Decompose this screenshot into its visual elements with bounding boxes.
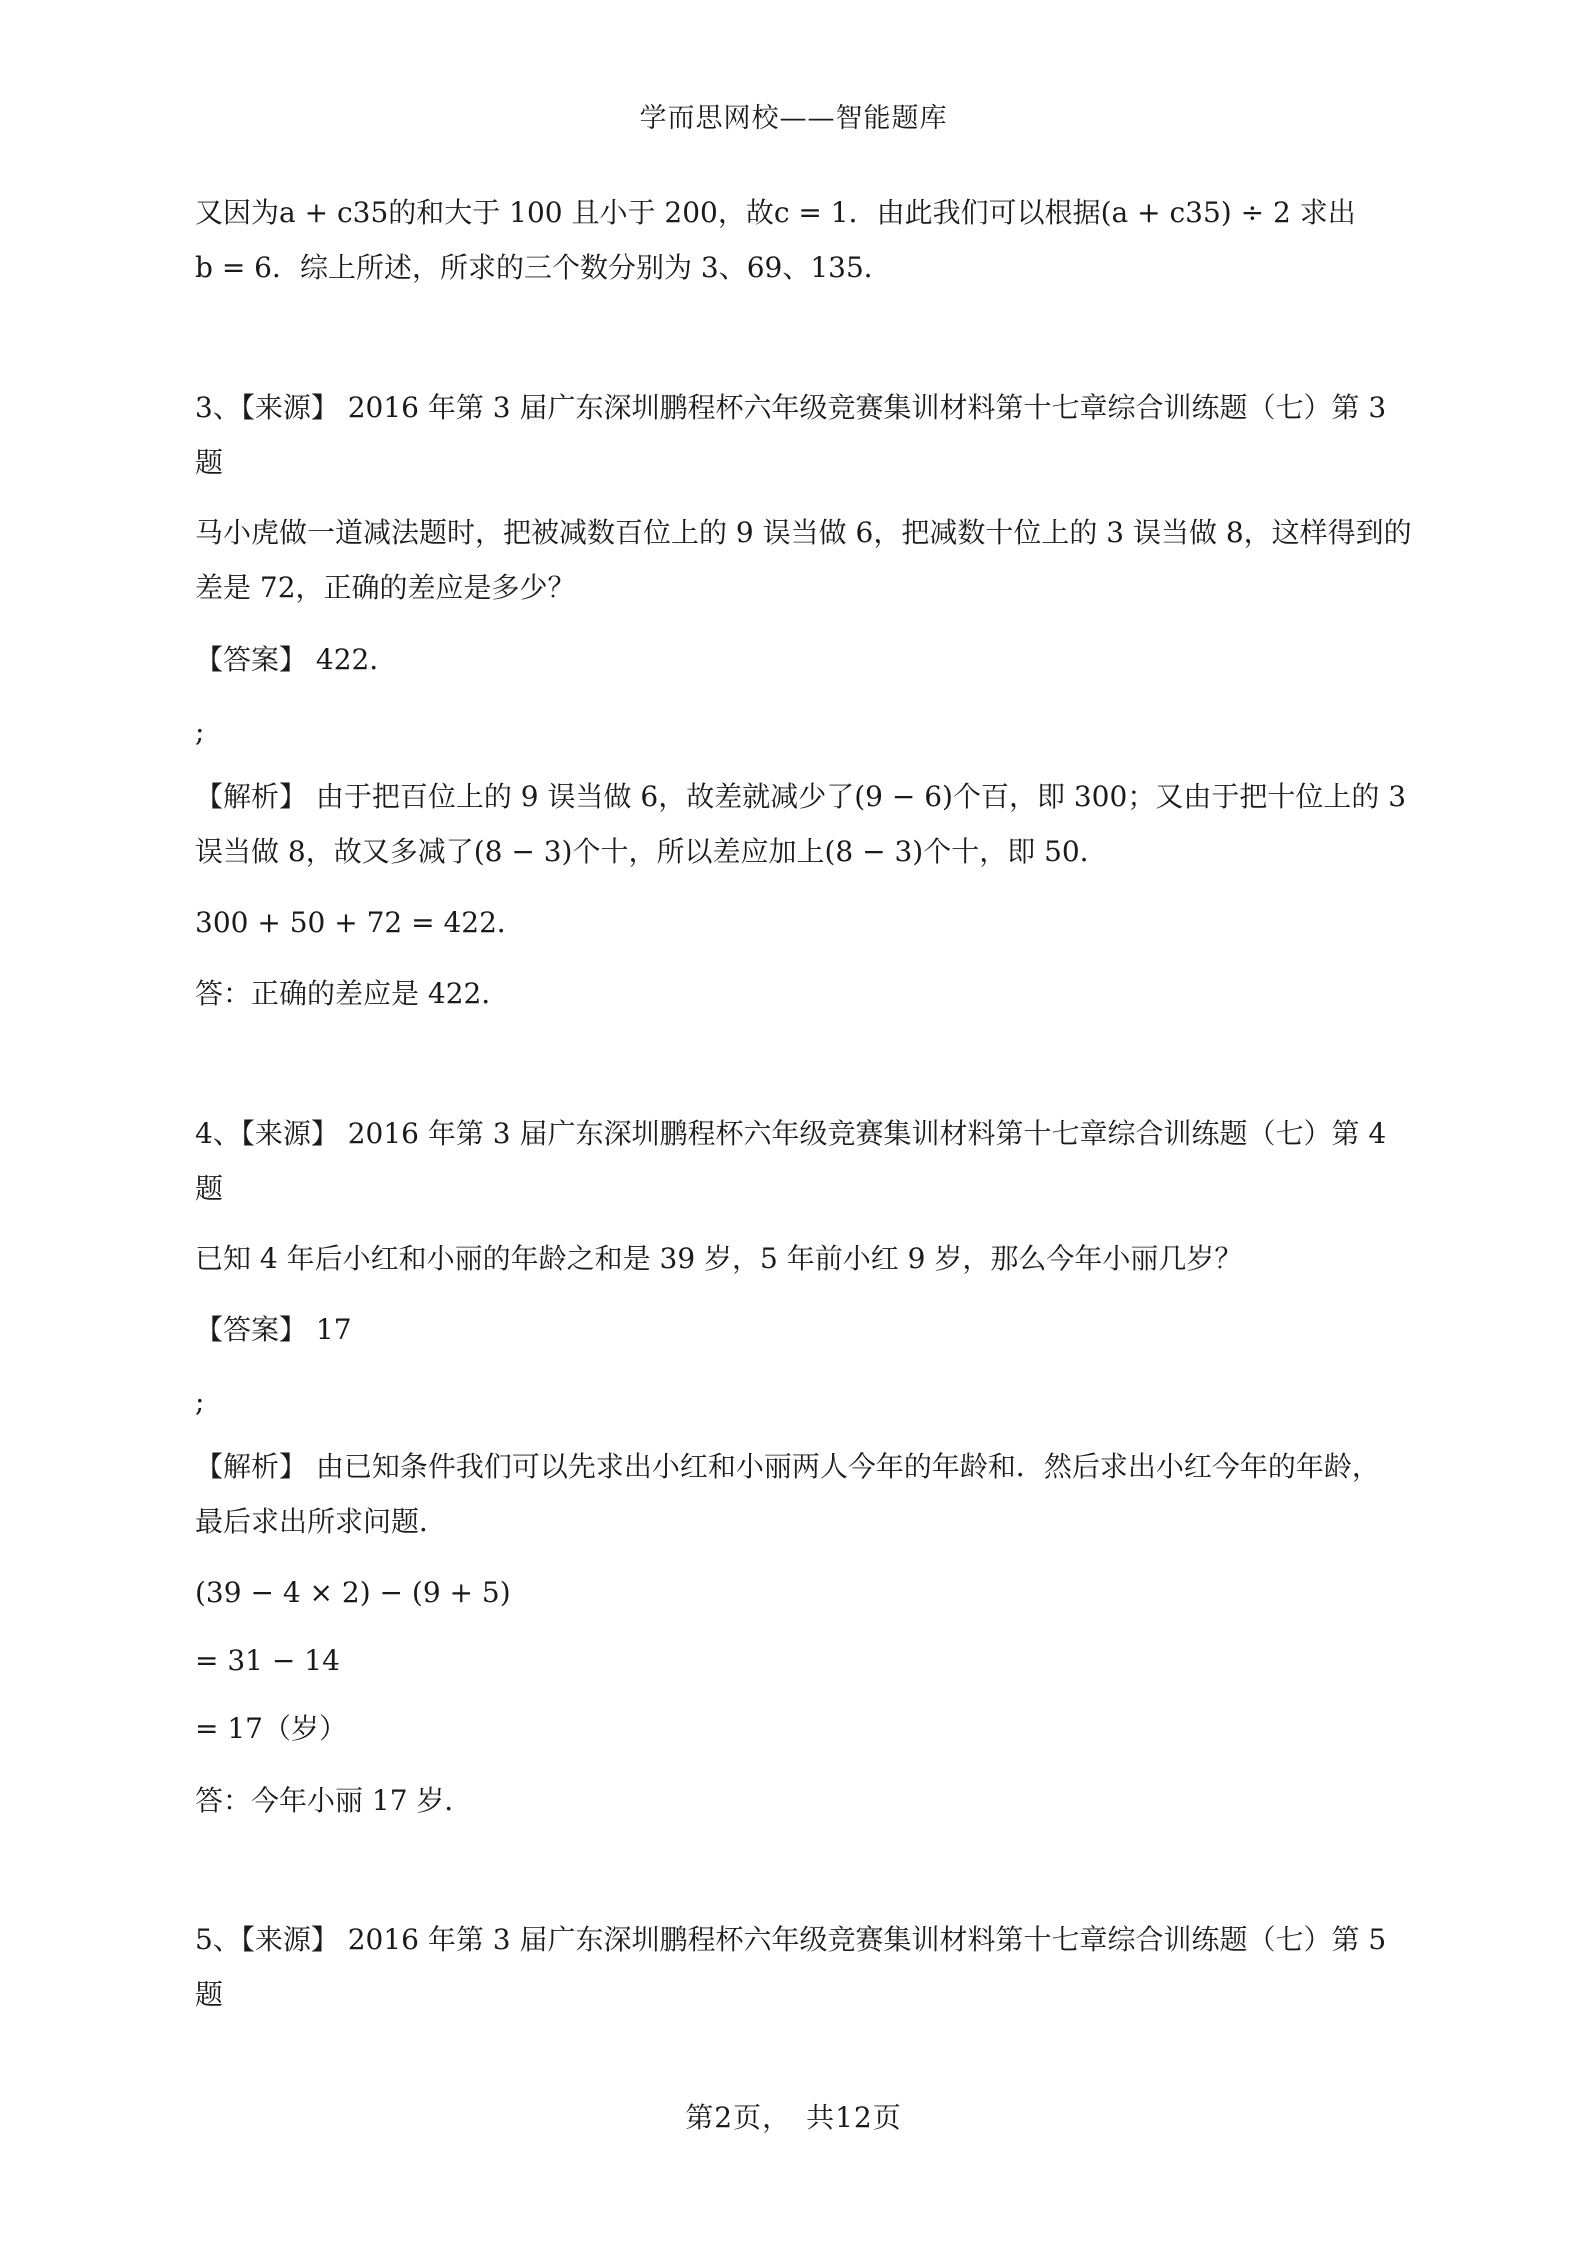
intro-line-1: 又因为a + c35的和大于 100 且小于 200，故c = 1．由此我们可以根据(a + c35) ÷ 2 求出 — [195, 196, 1356, 229]
q3-analysis-line-2: 误当做 8，故又多减了(8 − 3)个十，所以差应加上(8 − 3)个十，即 50． — [195, 835, 1108, 868]
q4-question-line-1: 已知 4 年后小红和小丽的年龄之和是 39 岁，5 年前小红 9 岁，那么今年小丽几岁？ — [195, 1242, 1243, 1275]
q4-analysis-line-1: 【解析】 由已知条件我们可以先求出小红和小丽两人今年的年龄和．然后求出小红今年的年龄， — [195, 1450, 1380, 1483]
q4-calc-line-1: (39 − 4 × 2) − (9 + 5) — [195, 1576, 511, 1609]
q4-analysis-line-2: 最后求出所求问题． — [195, 1505, 448, 1538]
q3-answer: 【答案】 422． — [195, 643, 398, 676]
q5-source-line-1: 5、【来源】 2016 年第 3 届广东深圳鹏程杯六年级竞赛集训材料第十七章综合训练题（七）第 5 — [195, 1923, 1387, 1956]
q3-conclusion: 答：正确的差应是 422． — [195, 977, 510, 1010]
q5-source-line-2: 题 — [195, 1978, 224, 2011]
q3-calc-line-1: 300 + 50 + 72 = 422． — [195, 906, 525, 939]
q4-answer: 【答案】 17 — [195, 1313, 352, 1346]
q3-source-line-2: 题 — [195, 446, 224, 479]
q4-calc-line-3: = 17（岁） — [195, 1712, 347, 1745]
q3-source-line-1: 3、【来源】 2016 年第 3 届广东深圳鹏程杯六年级竞赛集训材料第十七章综合训练题（七）第 3 — [195, 391, 1387, 424]
page-footer: 第2页， 共12页 — [685, 2101, 902, 2134]
q3-separator: ; — [195, 715, 205, 748]
q4-source-line-1: 4、【来源】 2016 年第 3 届广东深圳鹏程杯六年级竞赛集训材料第十七章综合训练题（七）第 4 — [195, 1117, 1387, 1150]
q4-source-line-2: 题 — [195, 1172, 224, 1205]
q4-calc-line-2: = 31 − 14 — [195, 1644, 340, 1677]
q3-question-line-1: 马小虎做一道减法题时，把被减数百位上的 9 误当做 6，把减数十位上的 3 误当做 8，这样得到的 — [195, 516, 1412, 549]
page-header: 学而思网校——智能题库 — [639, 103, 948, 134]
q4-conclusion: 答：今年小丽 17 岁． — [195, 1784, 473, 1817]
q3-analysis-line-1: 【解析】 由于把百位上的 9 误当做 6，故差就减少了(9 − 6)个百，即 300；又由于把十位上的 3 — [195, 780, 1407, 813]
intro-line-2: b = 6．综上所述，所求的三个数分别为 3、69、135． — [195, 251, 892, 284]
q3-question-line-2: 差是 72，正确的差应是多少？ — [195, 571, 576, 604]
q4-separator: ; — [195, 1385, 205, 1418]
